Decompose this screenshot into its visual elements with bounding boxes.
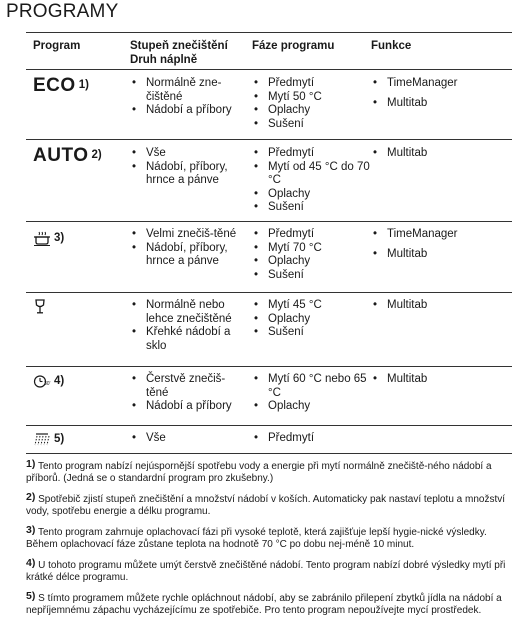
list-item: • Nádobí a příbory bbox=[130, 104, 246, 118]
list-item: • Oplachy bbox=[252, 104, 374, 118]
table-row bbox=[26, 70, 512, 140]
footnote-text: Tento program nabízí nejúspornější spotřebu vody a energie při mytí normálně znečiště-ného nádobí a příborů. (Jedná se o standardní program pro zkušebny.) bbox=[26, 461, 492, 484]
soiling-list bbox=[130, 228, 246, 269]
auto-text-icon: AUTO bbox=[33, 145, 89, 166]
footnote-text: S tímto programem můžete rychle opláchnout nádobí, aby se zabránilo přilepení zbytků jídla na nádobí a nepříjemnému zápachu vycházejícímu ze spotřebiče. Pro tento program nepoužívejte mycí prostředek. bbox=[26, 593, 502, 616]
list-item: • Předmytí bbox=[252, 432, 374, 446]
list-item: • TimeManager bbox=[371, 228, 506, 242]
list-item: • Nádobí a příbory bbox=[130, 400, 246, 414]
list-item: • Multitab bbox=[371, 97, 506, 111]
program-cell bbox=[33, 432, 64, 447]
footnote-mark: 1) bbox=[26, 458, 36, 470]
footnote bbox=[26, 590, 512, 617]
list-item: • Normálně zne-čištěné bbox=[130, 77, 246, 104]
list-item: • Mytí 70 °C bbox=[252, 242, 374, 256]
program-cell bbox=[33, 76, 89, 96]
footnote-text: U tohoto programu můžete umýt čerstvě znečištěné nádobí. Tento program nabízí dobré výsledky mytí při krátké délce programu. bbox=[26, 560, 506, 583]
program-cell bbox=[33, 299, 51, 314]
table-row bbox=[26, 222, 512, 293]
page-title: PROGRAMY bbox=[6, 1, 119, 22]
list-item: • Vše bbox=[130, 432, 246, 446]
soiling-list bbox=[130, 77, 246, 118]
phases-list bbox=[252, 147, 374, 215]
footnote bbox=[26, 524, 512, 551]
soiling-list bbox=[130, 432, 246, 446]
table-row bbox=[26, 140, 512, 222]
list-item: • Oplachy bbox=[252, 255, 374, 269]
functions-list bbox=[371, 77, 506, 110]
list-item: • Mytí 60 °C nebo 65 °C bbox=[252, 373, 374, 400]
header-functions: Funkce bbox=[371, 40, 412, 52]
table-header bbox=[26, 33, 512, 70]
rinse-shower-icon bbox=[33, 432, 51, 447]
phases-list bbox=[252, 77, 374, 131]
phases-list bbox=[252, 432, 374, 446]
table-row bbox=[26, 293, 512, 367]
footnote-text: Spotřebič zjistí stupeň znečištění a množství nádobí v koších. Automaticky pak nastaví teplotu a množství vody, spotřebu energie a délku programu. bbox=[26, 494, 506, 517]
footnote-mark: 4) bbox=[26, 557, 36, 569]
wine-glass-icon bbox=[33, 299, 51, 314]
phases-list bbox=[252, 228, 374, 282]
soiling-list bbox=[130, 299, 246, 353]
footnote-mark: 4) bbox=[54, 374, 65, 387]
list-item: • Sušení bbox=[252, 326, 374, 340]
footnote-text: Tento program zahrnuje oplachovací fázi při vysoké teplotě, která zajišťuje lepší hygie-nické výsledky. Během oplachovací fáze zůstane teplota na hodnotě 70 °C po dobu nej-méně 10 minut. bbox=[26, 527, 487, 550]
list-item: • TimeManager bbox=[371, 77, 506, 91]
soiling-list bbox=[130, 147, 246, 188]
list-item: • Mytí 45 °C bbox=[252, 299, 374, 313]
list-item: • Předmytí bbox=[252, 77, 374, 91]
header-program: Program bbox=[33, 40, 81, 52]
intensive-pot-icon bbox=[33, 231, 51, 246]
footnote-mark: 5) bbox=[54, 432, 65, 445]
list-item: • Nádobí, příbory, hrnce a pánve bbox=[130, 242, 246, 269]
list-item: • Předmytí bbox=[252, 147, 374, 161]
list-item: • Křehké nádobí a sklo bbox=[130, 326, 246, 353]
list-item: • Multitab bbox=[371, 299, 506, 313]
functions-list bbox=[371, 228, 506, 261]
list-item: • Čerstvě znečiš-těné bbox=[130, 373, 246, 400]
header-phases: Fáze programu bbox=[252, 40, 335, 52]
phases-list bbox=[252, 373, 374, 414]
list-item: • Oplachy bbox=[252, 400, 374, 414]
footnote-mark: 2) bbox=[26, 491, 36, 503]
footnote-mark: 3) bbox=[26, 524, 36, 536]
list-item: • Sušení bbox=[252, 201, 374, 215]
list-item: • Oplachy bbox=[252, 313, 374, 327]
functions-list bbox=[371, 147, 506, 161]
list-item: • Mytí od 45 °C do 70 °C bbox=[252, 161, 374, 188]
header-soiling: Stupeň znečištění Druh náplně bbox=[130, 40, 228, 66]
program-cell bbox=[33, 374, 64, 389]
list-item: • Oplachy bbox=[252, 188, 374, 202]
footnote-mark: 5) bbox=[26, 590, 36, 602]
footnotes bbox=[26, 458, 512, 623]
list-item: • Multitab bbox=[371, 147, 506, 161]
functions-list bbox=[371, 299, 506, 313]
svg-text:30': 30' bbox=[44, 381, 51, 387]
list-item: • Vše bbox=[130, 147, 246, 161]
list-item: • Předmytí bbox=[252, 228, 374, 242]
functions-list bbox=[371, 373, 506, 387]
list-item: • Mytí 50 °C bbox=[252, 91, 374, 105]
soiling-list bbox=[130, 373, 246, 414]
table-row bbox=[26, 367, 512, 426]
footnote bbox=[26, 458, 512, 485]
list-item: • Multitab bbox=[371, 373, 506, 387]
list-item: • Velmi znečiš-těné bbox=[130, 228, 246, 242]
program-cell bbox=[33, 231, 64, 246]
footnote-mark: 3) bbox=[54, 231, 65, 244]
programs-table bbox=[26, 32, 512, 454]
eco-text-icon: ECO bbox=[33, 75, 76, 96]
list-item: • Sušení bbox=[252, 118, 374, 132]
footnote-mark: 1) bbox=[78, 79, 89, 92]
list-item: • Nádobí, příbory, hrnce a pánve bbox=[130, 161, 246, 188]
table-row bbox=[26, 426, 512, 454]
list-item: • Normálně nebo lehce znečištěné bbox=[130, 299, 246, 326]
footnote bbox=[26, 491, 512, 518]
list-item: • Multitab bbox=[371, 248, 506, 262]
program-cell bbox=[33, 146, 102, 166]
phases-list bbox=[252, 299, 374, 340]
footnote-mark: 2) bbox=[91, 149, 102, 162]
quick-30-min-icon bbox=[33, 374, 51, 389]
footnote bbox=[26, 557, 512, 584]
list-item: • Sušení bbox=[252, 269, 374, 283]
